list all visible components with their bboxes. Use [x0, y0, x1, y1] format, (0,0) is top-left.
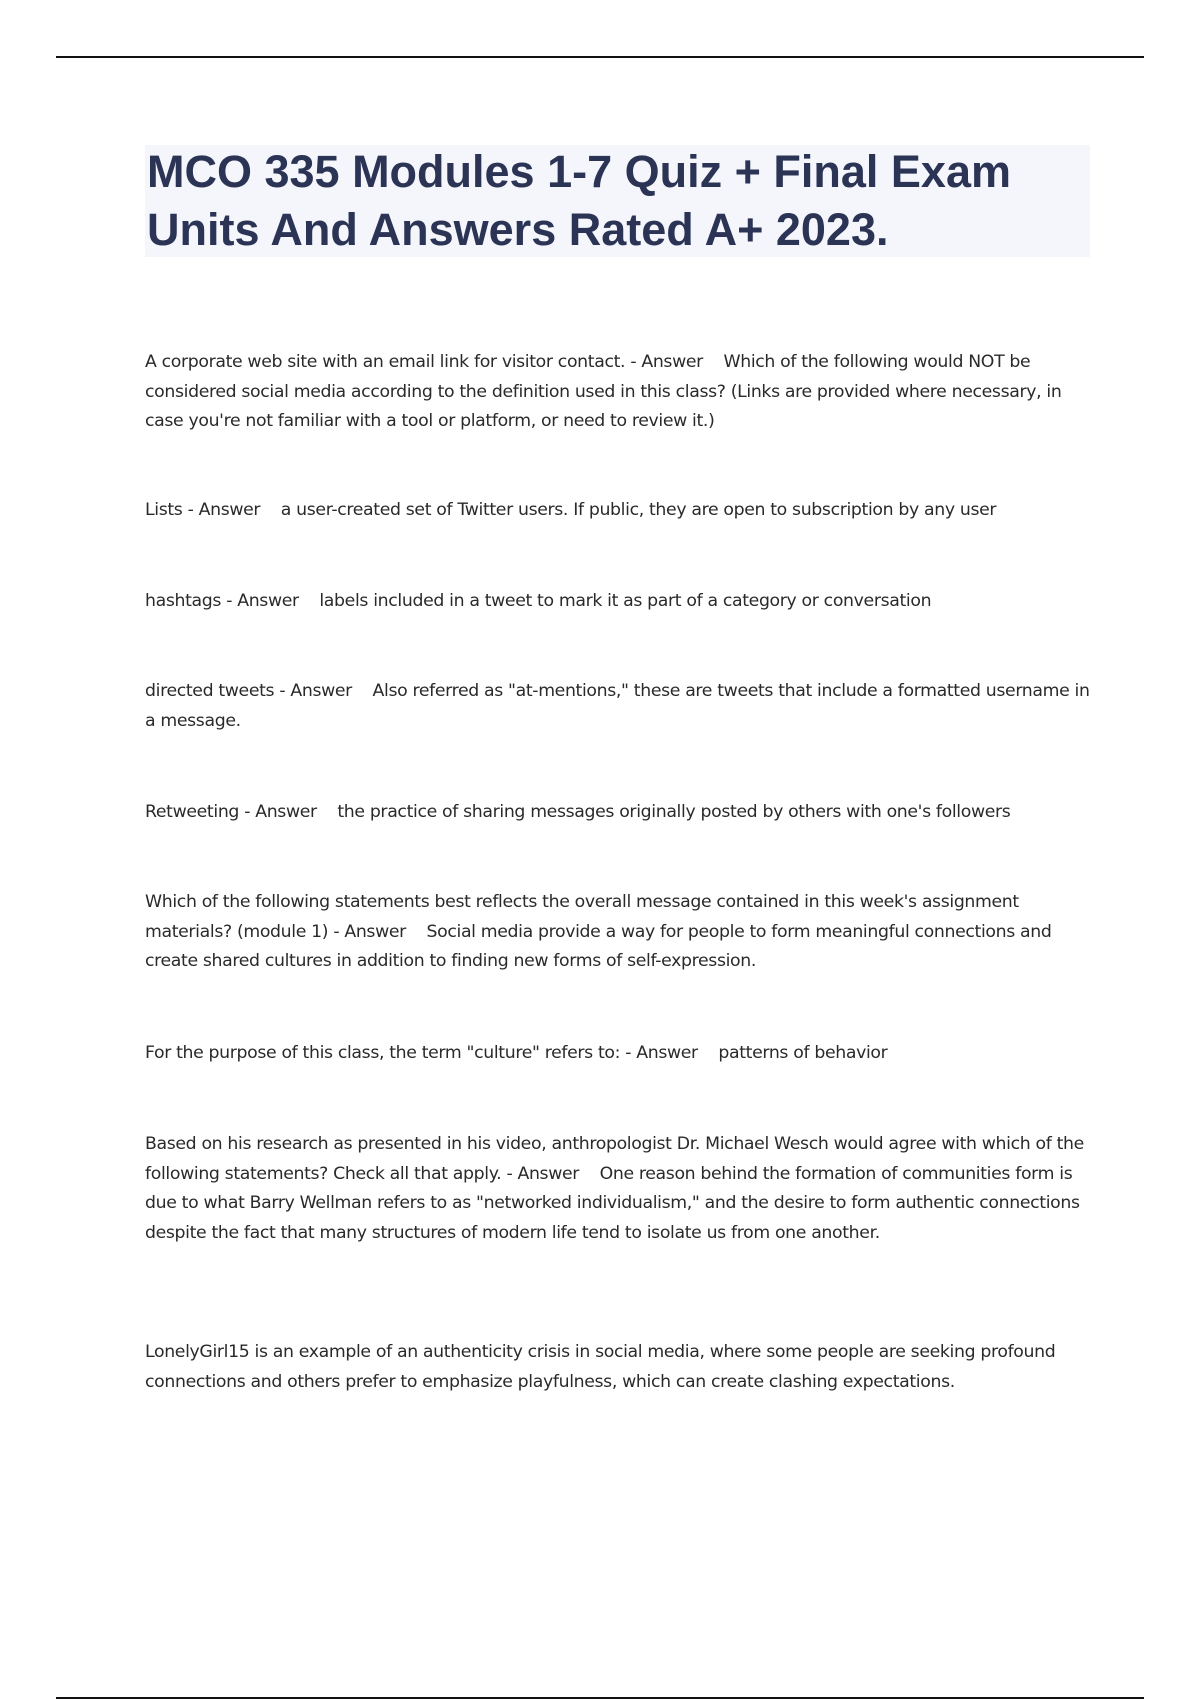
qa-definition: Which of the following would NOT be considered social media according to the definition used in this class? (Links are provided where necessary, in case you're not familiar with a tool or platform, or need to review it.) — [145, 352, 1062, 431]
answer-separator: - Answer — [239, 802, 317, 822]
qa-entry — [145, 348, 1090, 437]
qa-entry — [145, 677, 1090, 736]
qa-entry — [145, 496, 1090, 526]
answer-separator: - Answer — [221, 591, 299, 611]
qa-term: directed tweets — [145, 681, 275, 701]
qa-term: Lists — [145, 500, 183, 520]
qa-entry — [145, 1039, 1090, 1069]
answer-separator: - Answer — [620, 1043, 698, 1063]
answer-separator: - Answer — [274, 681, 352, 701]
trailing-paragraph: LonelyGirl15 is an example of an authenticity crisis in social media, where some people are seeking profound connections and others prefer to emphasize playfulness, which can create clashing expectations. — [145, 1342, 1056, 1392]
answer-separator: - Answer — [182, 500, 261, 520]
qa-definition: Also referred as "at-mentions," these are tweets that include a formatted username in a message. — [145, 681, 1090, 731]
qa-term: Retweeting — [145, 802, 240, 822]
qa-term: A corporate web site with an email link for visitor contact. — [145, 352, 626, 372]
qa-entry — [145, 888, 1090, 977]
qa-entry — [145, 798, 1090, 828]
qa-definition: patterns of behavior — [718, 1043, 888, 1063]
qa-term: hashtags — [145, 591, 222, 611]
bottom-rule — [56, 1697, 1144, 1699]
qa-entry — [145, 587, 1090, 617]
answer-separator: - Answer — [625, 352, 703, 372]
answer-separator: - Answer — [328, 921, 406, 942]
answer-separator: - Answer — [501, 1163, 580, 1184]
qa-term: Which of the following statements best reflects the overall message contained in this week's assignment materials? (module 1) — [145, 892, 1019, 942]
qa-definition: the practice of sharing messages originally posted by others with one's followers — [337, 802, 1011, 822]
top-rule — [56, 56, 1144, 58]
qa-definition: labels included in a tweet to mark it as part of a category or conversation — [319, 591, 932, 611]
qa-term: For the purpose of this class, the term "culture" refers to: — [145, 1043, 621, 1063]
qa-definition: a user-created set of Twitter users. If public, they are open to subscription by any user — [280, 500, 997, 520]
document-title: MCO 335 Modules 1-7 Quiz + Final Exam Units And Answers Rated A+ 2023. — [147, 146, 1011, 255]
qa-definition: One reason behind the formation of communities form is due to what Barry Wellman refers to as "networked individualism," and the desire to form authentic connections despite the fact that many structures of modern life tend to isolate us from one another. — [145, 1163, 1080, 1243]
qa-entry — [145, 1130, 1090, 1248]
qa-term: Based on his research as presented in his video, anthropologist Dr. Michael Wesch would agree with which of the following statements? Check all that apply. — [145, 1134, 1084, 1184]
qa-definition: Social media provide a way for people to form meaningful connections and create shared cultures in addition to finding new forms of self-expression. — [145, 921, 1052, 971]
